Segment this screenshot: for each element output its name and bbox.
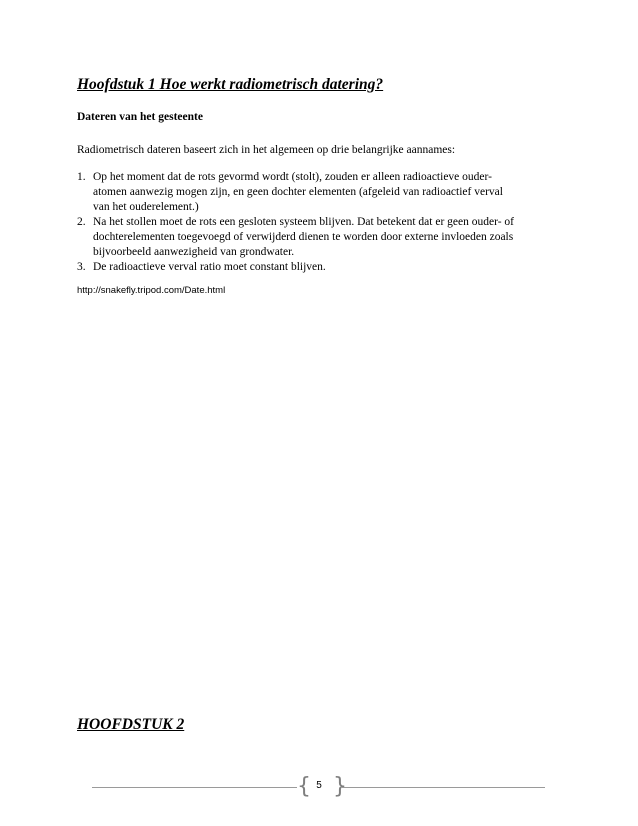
list-item-line: De radioactieve verval ratio moet constant blijven.	[93, 261, 326, 273]
list-item-line: atomen aanwezig mogen zijn, en geen dochter elementen (afgeleid van radioactief verval	[93, 186, 503, 198]
list-item-line: van het ouderelement.)	[93, 201, 199, 213]
list-item-number: 1.	[77, 171, 86, 183]
footer-divider-left	[92, 787, 297, 788]
list-item	[77, 170, 567, 215]
footer-divider-right	[342, 787, 545, 788]
list-item	[77, 260, 567, 275]
footer-right-bracket: }	[333, 774, 347, 799]
list-item-line: Na het stollen moet de rots een gesloten systeem blijven. Dat betekent dat er geen ouder- of	[93, 216, 514, 228]
intro-paragraph: Radiometrisch dateren baseert zich in het algemeen op drie belangrijke aannames:	[77, 144, 456, 156]
chapter-2-title: HOOFDSTUK 2	[77, 716, 185, 733]
source-link[interactable]: http://snakefly.tripod.com/Date.html	[77, 285, 226, 296]
list-item	[77, 215, 567, 260]
list-item-number: 3.	[77, 261, 86, 273]
footer-left-bracket: {	[297, 774, 311, 799]
section-subheading: Dateren van het gesteente	[77, 111, 203, 123]
list-item-line: Op het moment dat de rots gevormd wordt (stolt), zouden er alleen radioactieve ouder-	[93, 171, 492, 183]
list-item-line: bijvoorbeeld aanwezigheid van grondwater.	[93, 246, 295, 258]
list-item-line: dochterelementen toegevoegd of verwijderd dienen te worden door externe invloeden zoals	[93, 231, 514, 243]
list-item-number: 2.	[77, 216, 86, 228]
assumptions-list	[77, 170, 567, 275]
chapter-1-title: Hoofdstuk 1 Hoe werkt radiometrisch datering?	[77, 76, 384, 93]
page-number: 5	[316, 780, 322, 791]
